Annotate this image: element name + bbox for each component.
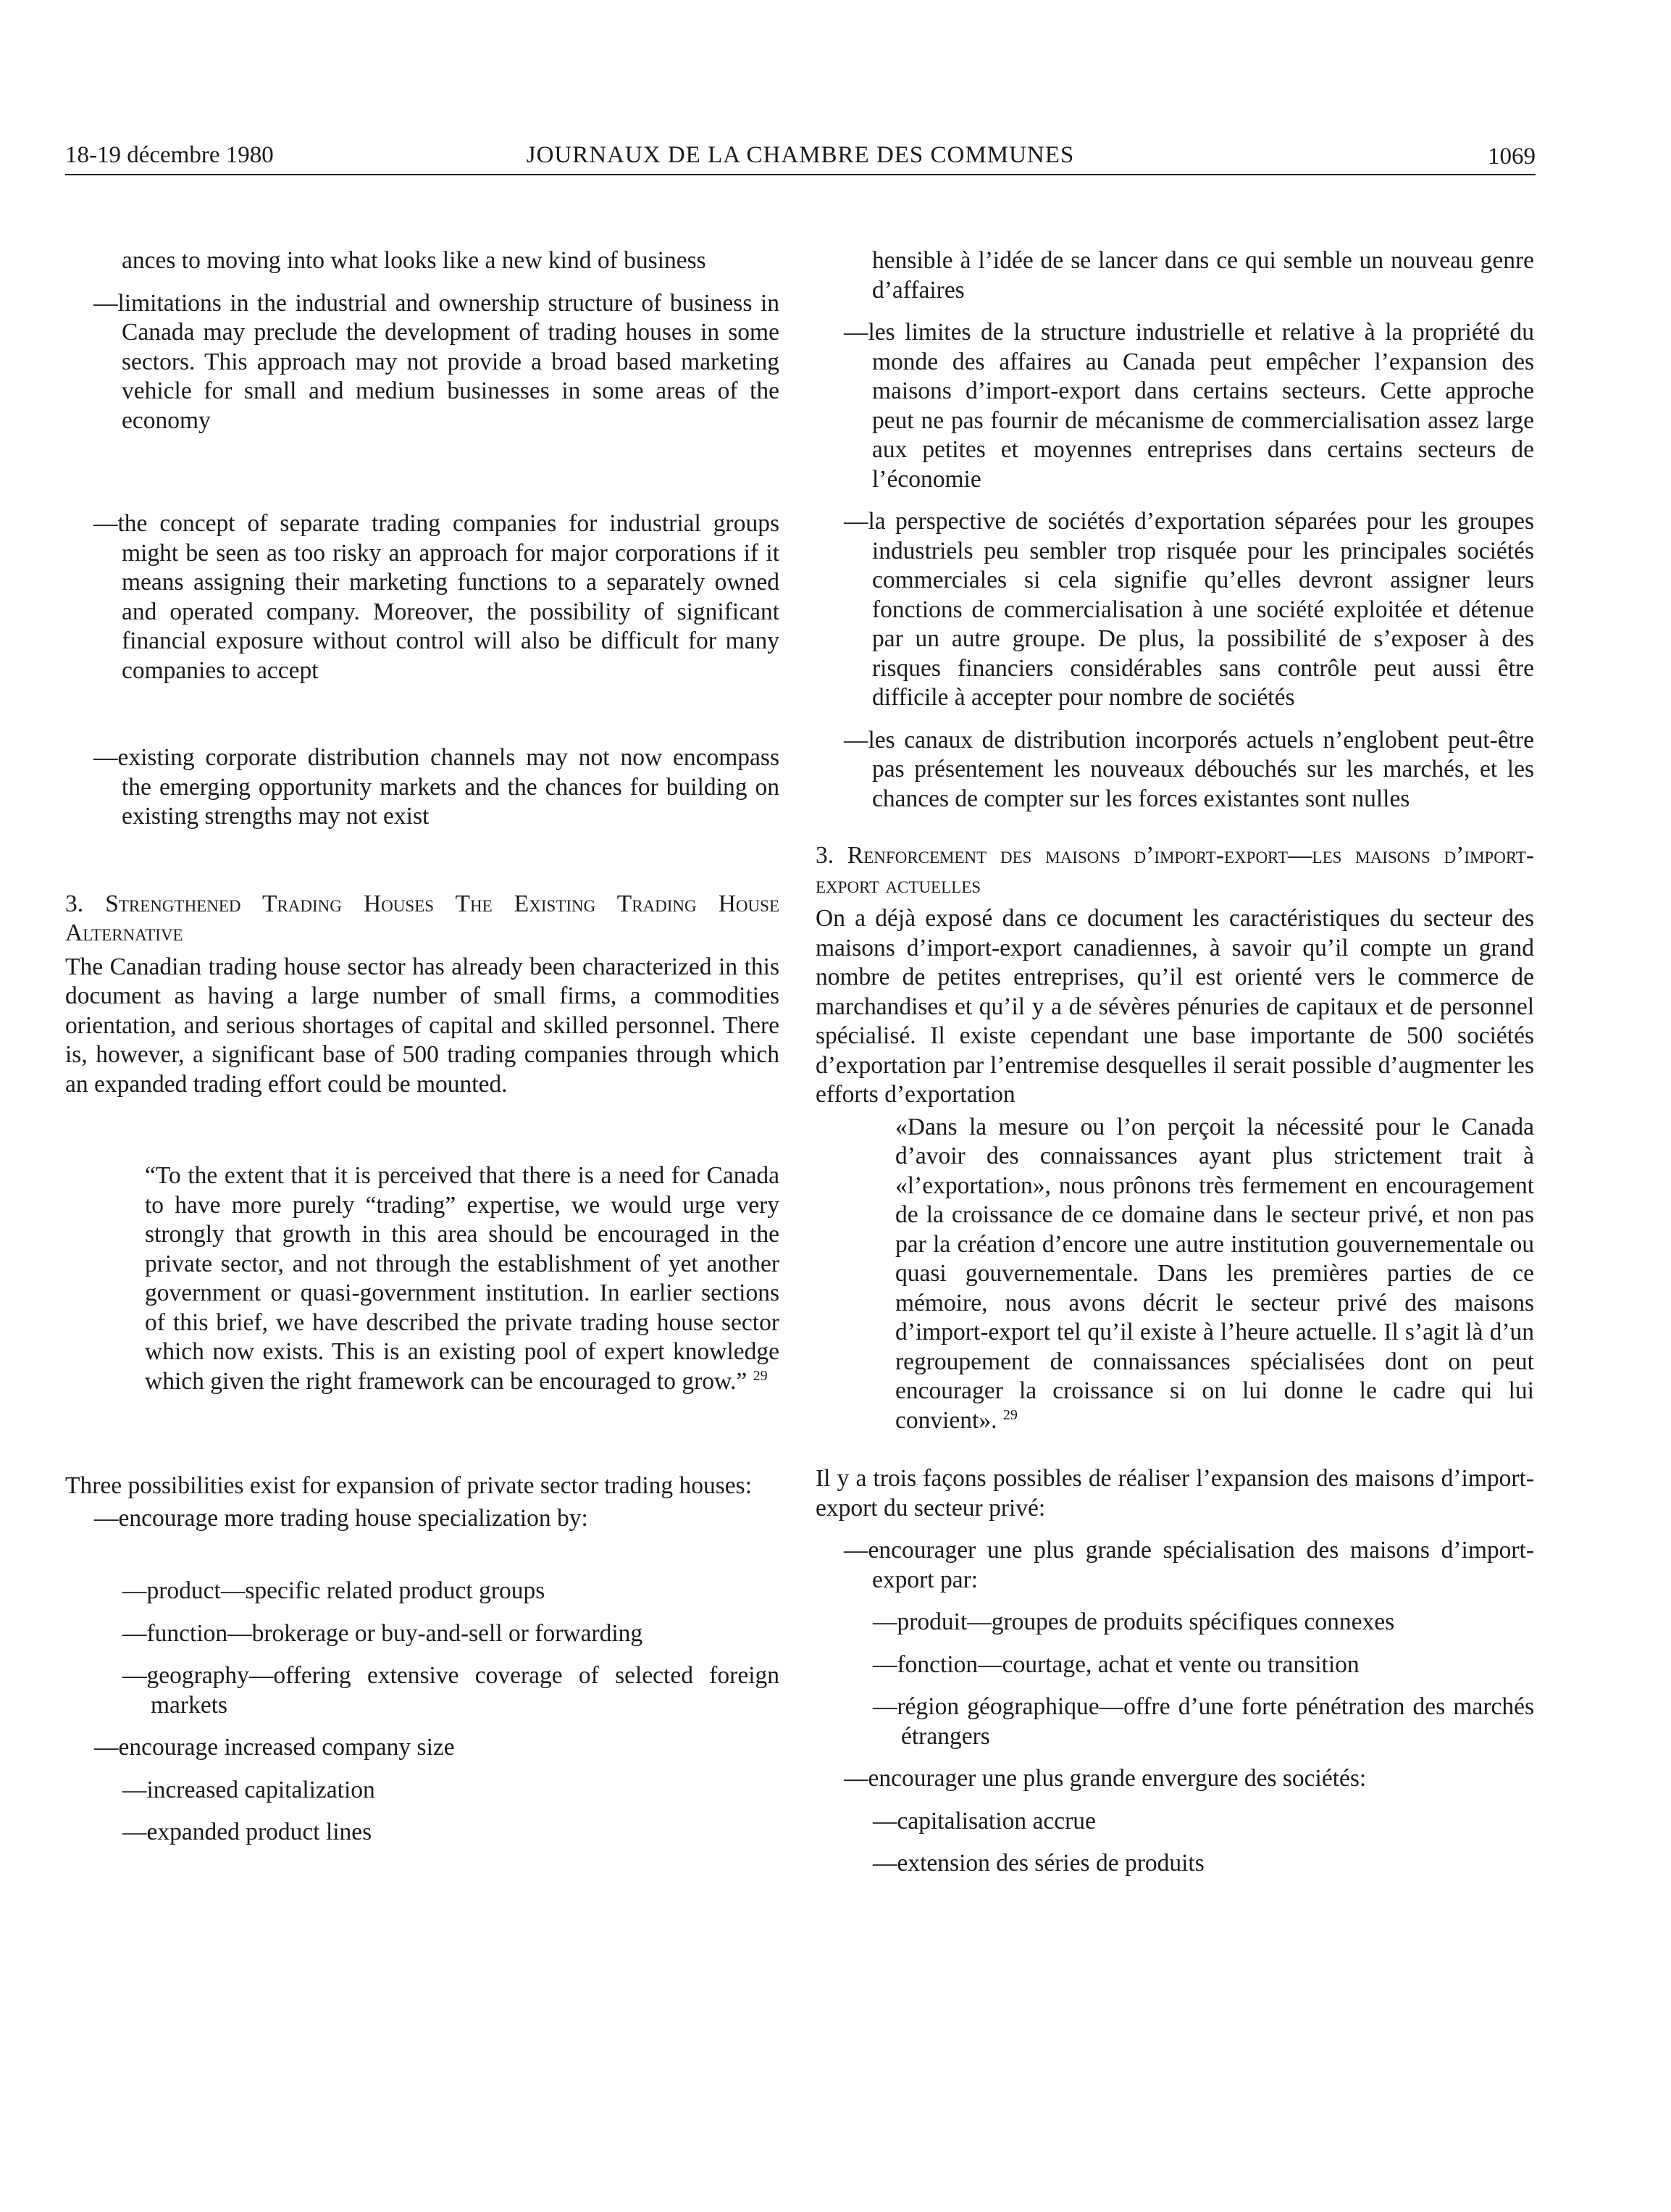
fr-block-quote bbox=[816, 1113, 1534, 1436]
en-list-company-size: —encourage increased company size bbox=[94, 1734, 455, 1761]
fr-paragraph-possibilites: Il y a trois façons possibles de réaliser l’expansion des maisons d’import-export du secteur privé: bbox=[816, 1465, 1534, 1522]
en-bullet-distribution-channels: —existing corporate distribution channels may not now encompass the emerging opportunity markets and the chances for building on existing strengths may not exist bbox=[93, 744, 779, 830]
fr-section-heading: 3. Renforcement des maisons d’import-export—les maisons d’import-export actuelles bbox=[816, 842, 1534, 898]
en-quote-footnote-ref: 29 bbox=[753, 1367, 768, 1384]
fr-bullet-societes-separees: —la perspective de sociétés d’exportation séparées pour les groupes industriels peu sembler trop risquée pour les principales sociétés commerciales si cela signifie qu’elles devront assigner leurs fonctions de commercialisation à une société exploitée et détenue par un autre groupe. De plus, la possibilité de s’exposer à des risques financiers considérables sans contrôle peut aussi être difficile à accepter pour nombre de sociétés bbox=[844, 508, 1534, 711]
en-list-capitalization: —increased capitalization bbox=[122, 1776, 375, 1803]
en-list-product: —product—specific related product groups bbox=[122, 1577, 545, 1604]
en-paragraph-sector: The Canadian trading house sector has already been characterized in this document as having a large number of small firms, a commodities orientation, and serious shortages of capital and skilled personnel. There is, however, a significant base of 500 trading companies through which an expanded trading effort could be mounted. bbox=[65, 953, 779, 1098]
en-paragraph-possibilities: Three possibilities exist for expansion of private sector trading houses: bbox=[65, 1472, 753, 1499]
en-bullet-limitations: —limitations in the industrial and ownership structure of business in Canada may preclude the development of trading houses in some sectors. This approach may not provide a broad based marketing vehicle for small and medium businesses in some areas of the economy bbox=[93, 289, 779, 434]
fr-list-series-produits: —extension des séries de produits bbox=[873, 1850, 1205, 1877]
en-section-heading: 3. Strengthened Trading Houses The Existing Trading House Alternative bbox=[65, 890, 779, 946]
en-quote-text: “To the extent that it is perceived that there is a need for Canada to have more purely “trading” expertise, we would urge very strongly that growth in this area should be encouraged in the private sector, and not through the establishment of yet another government or quasi-government institution. In earlier sections of this brief, we have described the private trading house sector which now exists. This is an existing pool of expert knowledge which given the right framework can be encouraged to grow.” bbox=[145, 1162, 779, 1395]
fr-list-capitalisation: —capitalisation accrue bbox=[873, 1807, 1096, 1835]
fr-quote-footnote-ref: 29 bbox=[1002, 1406, 1018, 1423]
en-list-geography: —geography—offering extensive coverage of selected foreign markets bbox=[122, 1662, 779, 1719]
header-title: JOURNAUX DE LA CHAMBRE DES COMMUNES bbox=[526, 142, 1075, 168]
fr-list-envergure: —encourager une plus grande envergure des sociétés: bbox=[844, 1765, 1367, 1792]
fr-list-specialisation: —encourager une plus grande spécialisation des maisons d’import-export par: bbox=[844, 1537, 1534, 1593]
en-list-function: —function—brokerage or buy-and-sell or forwarding bbox=[122, 1619, 643, 1647]
en-list-specialization: —encourage more trading house specialization by: bbox=[94, 1504, 588, 1532]
en-bullet-separate-companies: —the concept of separate trading companies for industrial groups might be seen as too risky an approach for major corporations if it means assigning their marketing functions to a separately owned and operated company. Moreover, the possibility of significant financial exposure without control will also be difficult for many companies to accept bbox=[93, 510, 779, 684]
fr-paragraph-secteur: On a déjà exposé dans ce document les caractéristiques du secteur des maisons d’import-export canadiennes, à savoir qu’il compte un grand nombre de petites entreprises, qu’il est orienté vers le commerce de marchandises et qu’il y a de sévères pénuries de capitaux et de personnel spécialisé. Il existe cependant une base importante de 500 sociétés d’exportation par l’entremise desquelles il serait possible d’augmenter les efforts d’exportation bbox=[816, 905, 1534, 1108]
fr-bullet-canaux-distribution: —les canaux de distribution incorporés actuels n’englobent peut-être pas présentement les nouveaux débouchés sur les marchés, et les chances de compter sur les forces existantes sont nulles bbox=[844, 726, 1534, 812]
fr-list-produit: —produit—groupes de produits spécifiques connexes bbox=[873, 1608, 1395, 1635]
page-header bbox=[65, 142, 1536, 175]
en-bullet-1-continued: ances to moving into what looks like a new kind of business bbox=[122, 247, 706, 274]
fr-bullet-limites: —les limites de la structure industrielle et relative à la propriété du monde des affaires au Canada peut empêcher l’expansion des maisons d’import-export dans certains secteurs. Cette approche peut ne pas fournir de mécanisme de commercialisation assez large aux petites et moyennes entreprises dans certains secteurs de l’économie bbox=[844, 319, 1534, 493]
fr-quote-text: «Dans la mesure ou l’on perçoit la nécessité pour le Canada d’avoir des connaissances ayant plus strictement trait à «l’exportation», nous prônons très fermement en encouragement de la croissance de ce domaine dans le secteur privé, et non pas par la création d’encore une autre institution gouvernementale ou quasi gouvernementale. Dans les premières parties de ce mémoire, nous avons décrit le secteur privé des maisons d’import-export tel qu’il existe à l’heure actuelle. Il s’agit là d’un regroupement de connaissances spécialisées dont on peut encourager la croissance si on lui donne le cadre qui lui convient». bbox=[895, 1113, 1534, 1434]
en-block-quote bbox=[65, 1161, 779, 1396]
fr-list-fonction: —fonction—courtage, achat et vente ou transition bbox=[873, 1650, 1360, 1678]
fr-bullet-1-continued: hensible à l’idée de se lancer dans ce qui semble un nouveau genre d’affaires bbox=[872, 247, 1534, 304]
french-column bbox=[816, 246, 1534, 1879]
header-date: 18-19 décembre 1980 bbox=[65, 142, 274, 168]
fr-list-region: —région géographique—offre d’une forte pénétration des marchés étrangers bbox=[873, 1693, 1534, 1750]
english-column bbox=[65, 246, 779, 1848]
header-page-number: 1069 bbox=[1488, 143, 1536, 170]
en-list-product-lines: —expanded product lines bbox=[122, 1819, 372, 1845]
